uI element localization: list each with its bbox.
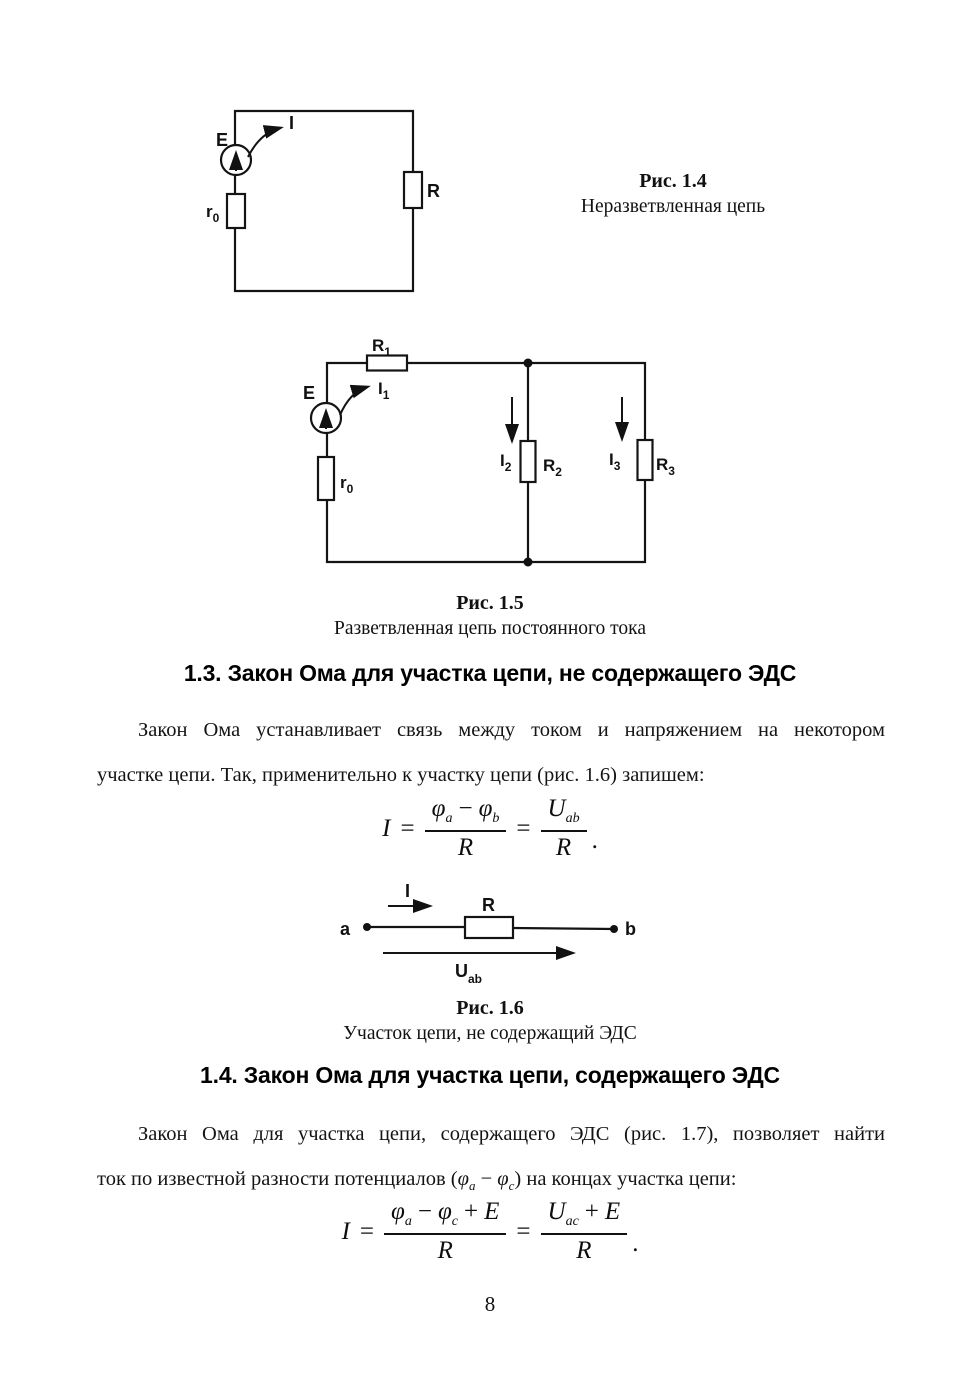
formula-var-I: I	[341, 1217, 350, 1245]
inline-phi-c: φ	[497, 1168, 509, 1190]
minus-sign: −	[417, 1198, 432, 1225]
fraction-numerator	[541, 1198, 628, 1235]
equals-sign: =	[400, 814, 415, 842]
label-r0-main: r	[340, 473, 347, 492]
resistor-r0	[318, 457, 334, 500]
label-b: b	[625, 919, 636, 939]
formula-var-U: U	[547, 795, 566, 822]
resistor-R3	[638, 440, 653, 480]
plus-sign: +	[464, 1198, 479, 1225]
label-R2	[543, 456, 562, 479]
label-I1	[378, 379, 390, 402]
section-1-3-heading: 1.3. Закон Ома для участка цепи, не содержащего ЭДС	[183, 660, 797, 686]
label-I3-main: I	[609, 450, 614, 469]
equals-sign: =	[359, 1217, 374, 1245]
label-I2-main: I	[500, 451, 505, 470]
paragraph-line: Закон Ома устанавливает связь между током и напряжением на некотором	[138, 719, 885, 741]
formula-var-I: I	[382, 814, 391, 842]
resistor-R	[465, 917, 513, 938]
label-Uab-main: U	[455, 961, 468, 981]
label-Uab	[455, 961, 482, 986]
label-I2	[500, 451, 512, 474]
section-1-3-paragraph	[97, 708, 885, 798]
fraction-denominator: R	[576, 1237, 592, 1264]
paragraph-text: ) на концах участка цепи:	[514, 1168, 737, 1190]
label-I1-sub: 1	[382, 388, 390, 402]
fraction-denominator: R	[437, 1237, 453, 1264]
label-I3-sub: 3	[613, 459, 621, 473]
label-R: R	[482, 895, 495, 915]
figure-1-6-circuit	[330, 875, 650, 990]
period: .	[591, 826, 598, 854]
label-r0-sub: 0	[212, 211, 220, 225]
terminal-a-dot	[363, 923, 371, 931]
section-1-4-heading: 1.4. Закон Ома для участка цепи, содержащего ЭДС	[200, 1062, 780, 1088]
equals-sign: =	[516, 1217, 531, 1245]
fraction-denominator: R	[555, 834, 572, 861]
formula-phi-c-sub: c	[451, 1214, 459, 1229]
figure-1-6-caption-title: Рис. 1.6	[456, 997, 524, 1019]
fraction-denominator: R	[457, 834, 474, 861]
label-R: R	[427, 181, 440, 201]
plus-sign: +	[584, 1198, 599, 1225]
equals-sign: =	[516, 814, 531, 842]
current-i1-arrow	[340, 387, 367, 415]
fraction-potentials	[425, 795, 507, 862]
resistor-r0	[227, 194, 245, 228]
formula-phi-b: φ	[478, 795, 493, 822]
label-E: E	[303, 383, 316, 403]
fraction-voltage-emf	[541, 1198, 628, 1265]
label-R3-main: R	[656, 455, 669, 474]
terminal-b-dot	[610, 925, 618, 933]
period: .	[632, 1229, 639, 1257]
current-direction-arrow	[248, 128, 280, 157]
resistor-R	[404, 172, 422, 208]
figure-1-5-caption-title: Рис. 1.5	[456, 592, 524, 614]
fraction-numerator	[425, 795, 507, 832]
circuit-outer-loop-wire	[327, 363, 645, 562]
figure-1-4-caption	[493, 168, 853, 220]
fraction-numerator	[541, 795, 587, 832]
inline-phi-a-sub: a	[468, 1178, 476, 1194]
formula-phi-b-sub: b	[492, 811, 500, 826]
resistor-R2	[521, 441, 536, 482]
label-E: E	[216, 130, 229, 150]
inline-minus: −	[475, 1168, 498, 1190]
label-a: a	[340, 919, 351, 939]
formula-phi-a: φ	[431, 795, 446, 822]
label-r0-sub: 0	[346, 482, 354, 496]
figure-1-4-caption-text: Неразветвленная цепь	[580, 196, 766, 217]
formula-phi-a: φ	[391, 1198, 405, 1225]
inline-phi-a: φ	[457, 1168, 469, 1190]
junction-dot-top	[524, 359, 533, 368]
label-R3-sub: 3	[668, 464, 675, 478]
paragraph-text: ток по известной разности потенциалов (	[97, 1168, 458, 1190]
figure-1-6-caption	[290, 995, 690, 1047]
fraction-voltage	[541, 795, 587, 862]
formula-var-U-sub: ab	[565, 811, 580, 826]
figure-1-5-caption	[290, 590, 690, 642]
figure-1-4-caption-title: Рис. 1.4	[639, 170, 707, 192]
junction-dot-bottom	[524, 558, 533, 567]
paragraph-line: Закон Ома для участка цепи, содержащего ЭДС (рис. 1.7), позволяет найти	[138, 1123, 885, 1145]
label-I3	[609, 450, 621, 473]
formula-var-U-sub: ac	[565, 1214, 579, 1229]
formula-ohm-with-emf	[0, 1198, 980, 1265]
label-I2-sub: 2	[504, 460, 512, 474]
formula-phi-c: φ	[437, 1198, 452, 1225]
figure-1-5-caption-text: Разветвленная цепь постоянного тока	[333, 618, 647, 639]
formula-var-U: U	[547, 1198, 566, 1225]
formula-var-E: E	[604, 1198, 621, 1225]
page-number: 8	[484, 1292, 496, 1316]
label-R1-sub: 1	[384, 345, 391, 359]
figure-1-4-circuit	[200, 95, 450, 310]
figure-1-5-circuit	[295, 335, 675, 575]
wire-right	[513, 928, 614, 929]
minus-sign: −	[458, 795, 473, 822]
label-I1-main: I	[378, 379, 383, 398]
label-I: I	[405, 881, 411, 901]
label-r0	[340, 473, 354, 496]
label-r0	[206, 202, 220, 225]
paragraph-line: участке цепи. Так, применительно к участку цепи (рис. 1.6) запишем:	[97, 764, 705, 786]
label-R1-main: R	[372, 336, 385, 355]
fraction-potentials-emf	[384, 1198, 506, 1265]
formula-ohm-no-emf	[0, 795, 980, 862]
section-1-4-paragraph	[97, 1112, 885, 1208]
label-I: I	[289, 113, 295, 133]
label-R2-sub: 2	[555, 465, 562, 479]
figure-1-6-caption-text: Участок цепи, не содержащий ЭДС	[343, 1023, 637, 1044]
label-R3	[656, 455, 675, 478]
label-R2-main: R	[543, 456, 556, 475]
formula-phi-a-sub: a	[404, 1214, 412, 1229]
label-r0-main: r	[206, 202, 213, 221]
inline-phi-c-sub: c	[508, 1178, 515, 1194]
formula-phi-a-sub: a	[445, 811, 453, 826]
fraction-numerator	[384, 1198, 506, 1235]
formula-var-E: E	[484, 1198, 500, 1225]
label-Uab-sub: ab	[468, 972, 483, 986]
